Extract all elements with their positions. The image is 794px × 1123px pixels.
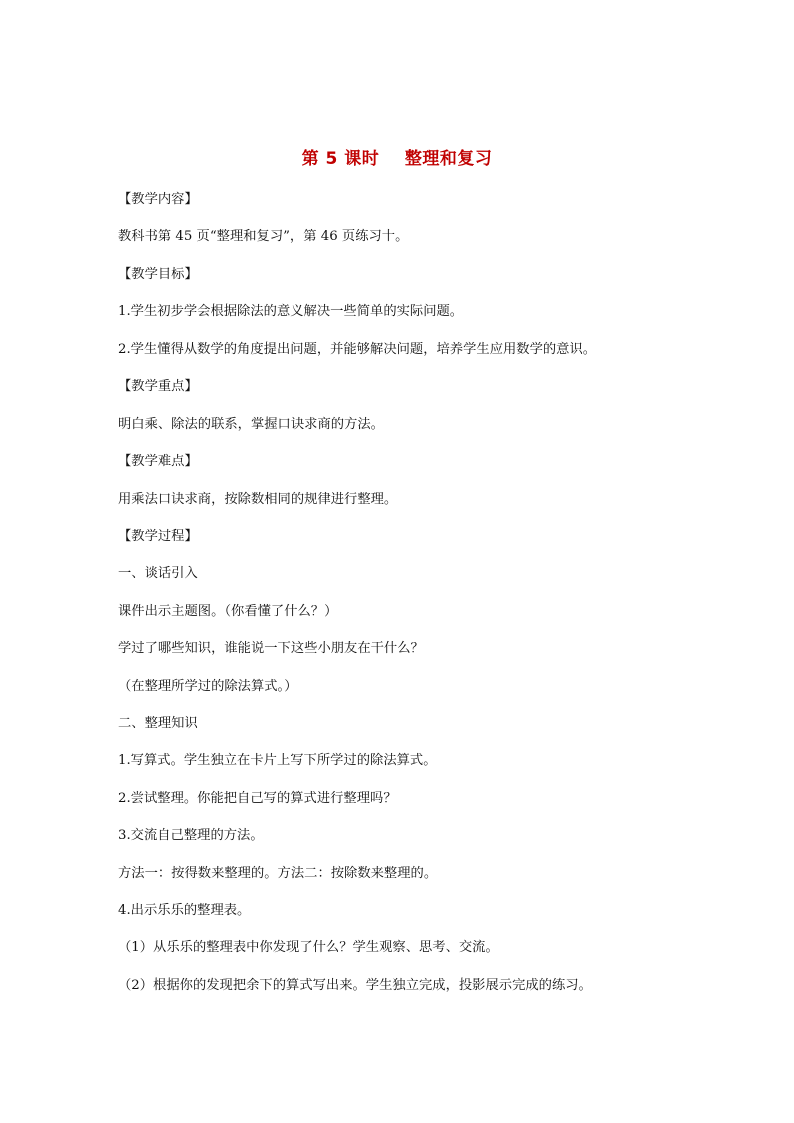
paragraph: 2.学生懂得从数学的角度提出问题，并能够解决问题，培养学生应用数学的意识。 bbox=[118, 342, 597, 357]
paragraph: （2）根据你的发现把余下的算式写出来。学生独立完成，投影展示完成的练习。 bbox=[118, 978, 592, 993]
paragraph: 1.学生初步学会根据除法的意义解决一些简单的实际问题。 bbox=[118, 304, 464, 319]
section-heading-process: 【教学过程】 bbox=[118, 529, 198, 544]
section-heading-objectives: 【教学目标】 bbox=[118, 267, 198, 282]
section-heading-content: 【教学内容】 bbox=[118, 192, 198, 207]
paragraph: 学过了哪些知识，谁能说一下这些小朋友在干什么？ bbox=[118, 641, 424, 656]
paragraph: 用乘法口诀求商，按除数相同的规律进行整理。 bbox=[118, 492, 398, 507]
paragraph: 明白乘、除法的联系，掌握口诀求商的方法。 bbox=[118, 417, 384, 432]
paragraph: （1）从乐乐的整理表中你发现了什么？学生观察、思考、交流。 bbox=[118, 940, 499, 955]
paragraph: 一、谈话引入 bbox=[118, 566, 198, 581]
paragraph: 4.出示乐乐的整理表。 bbox=[118, 903, 251, 918]
page-title: 第 5 课时 整理和复习 bbox=[301, 149, 493, 169]
paragraph: 1.写算式。学生独立在卡片上写下所学过的除法算式。 bbox=[118, 753, 437, 768]
paragraph: 二、整理知识 bbox=[118, 716, 198, 731]
paragraph: 课件出示主题图。（你看懂了什么？） bbox=[118, 604, 338, 619]
section-heading-difficulties: 【教学难点】 bbox=[118, 454, 198, 469]
paragraph: 教科书第 45 页“整理和复习”，第 46 页练习十。 bbox=[118, 229, 409, 244]
paragraph: 方法一：按得数来整理的。方法二：按除数来整理的。 bbox=[118, 866, 438, 881]
paragraph: 2.尝试整理。你能把自己写的算式进行整理吗？ bbox=[118, 791, 397, 806]
paragraph: （在整理所学过的除法算式。） bbox=[118, 679, 298, 694]
paragraph: 3.交流自己整理的方法。 bbox=[118, 828, 264, 843]
section-heading-key-points: 【教学重点】 bbox=[118, 379, 198, 394]
